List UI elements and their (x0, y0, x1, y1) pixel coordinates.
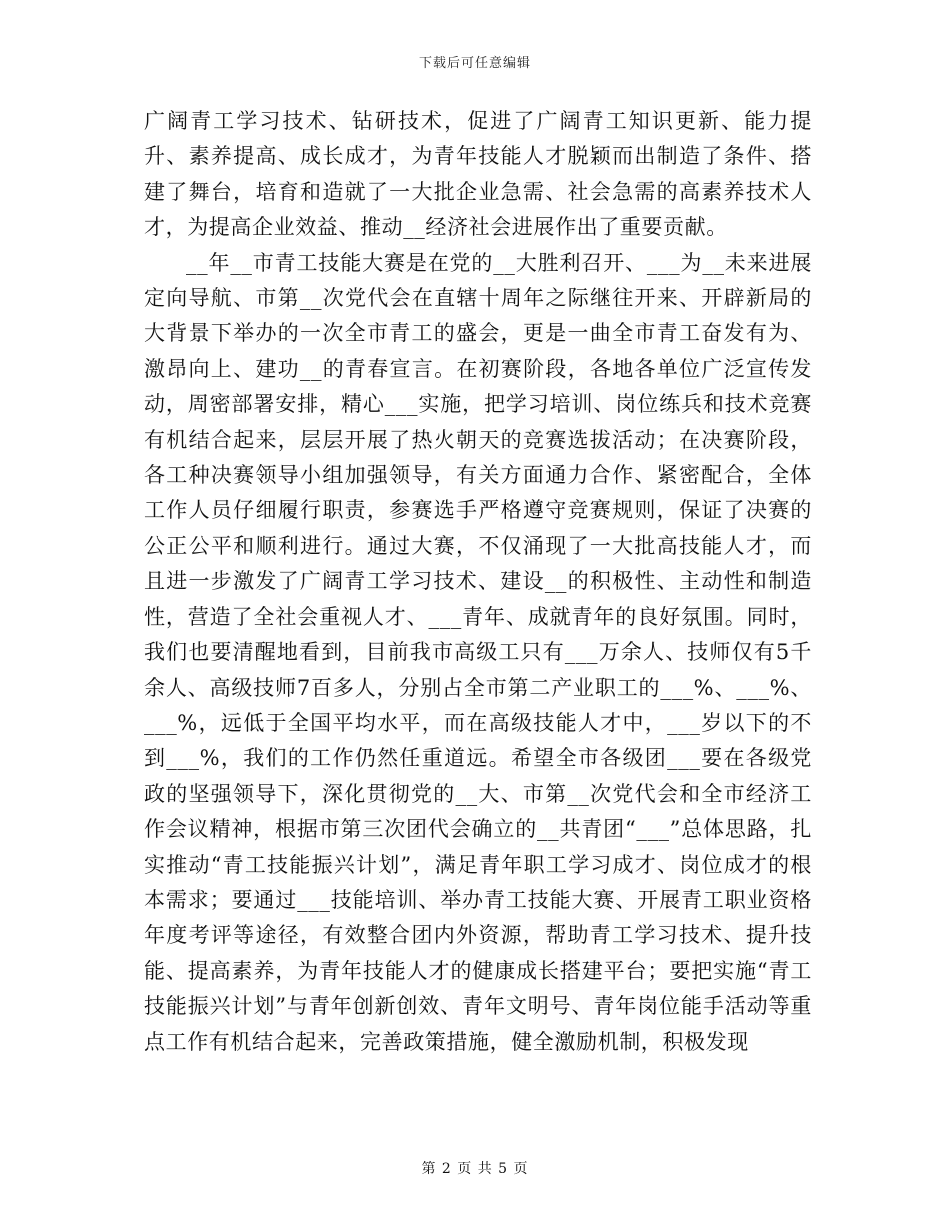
page-number: 第 2 页 共 5 页 (421, 1161, 529, 1177)
page-header: 下载后可任意编辑 (418, 56, 531, 71)
paragraph-2: __年__市青工技能大赛是在党的__大胜利召开、___为__未来进展定向导航、市第__次党代会在直辖十周年之际继往开来、开辟新局的大背景下举办的一次全市青工的盛会，更是一曲全市青工奋发有为、激昂向上、建功__的青春宣言。在初赛阶段，各地各单位广泛宣传发动，周密部署安排，精心___实施，把学习培训、岗位练兵和技术竞赛有机结合起来，层层开展了热火朝天的竞赛选拔活动；在决赛阶段，各工种决赛领导小组加强领导，有关方面通力合作、紧密配合，全体工作人员仔细履行职责，参赛选手严格遵守竞赛规则，保证了决赛的公正公平和顺利进行。通过大赛，不仅涌现了一大批高技能人才，而且进一步激发了广阔青工学习技术、建设__的积极性、主动性和制造性，营造了全社会重视人才、___青年、成就青年的良好氛围。同时，我们也要清醒地看到，目前我市高级工只有___万余人、技师仅有5千余人、高级技师7百多人，分别占全市第二产业职工的___%、___%、___%，远低于全国平均水平，而在高级技能人才中，___岁以下的不到___%，我们的工作仍然任重道远。希望全市各级团___要在各级党政的坚强领导下，深化贯彻党的__大、市第__次党代会和全市经济工作会议精神，根据市第三次团代会确立的__共青团“___”总体思路，扎实推动“青工技能振兴计划”，满足青年职工学习成才、岗位成才的根本需求；要通过___技能培训、举办青工技能大赛、开展青工职业资格年度考评等途径，有效整合团内外资源，帮助青工学习技术、提升技能、提高素养，为青年技能人才的健康成长搭建平台；要把实施“青工技能振兴计划”与青年创新创效、青年文明号、青年岗位能手活动等重点工作有机结合起来，完善政策措施，健全激励机制，积极发现 (144, 250, 812, 1054)
document-body (144, 104, 812, 1060)
paragraph-1: 广阔青工学习技术、钻研技术，促进了广阔青工知识更新、能力提升、素养提高、成长成才，为青年技能人才脱颖而出制造了条件、搭建了舞台，培育和造就了一大批企业急需、社会急需的高素养技术人才，为提高企业效益、推动__经济社会进展作出了重要贡献。 (144, 109, 812, 240)
